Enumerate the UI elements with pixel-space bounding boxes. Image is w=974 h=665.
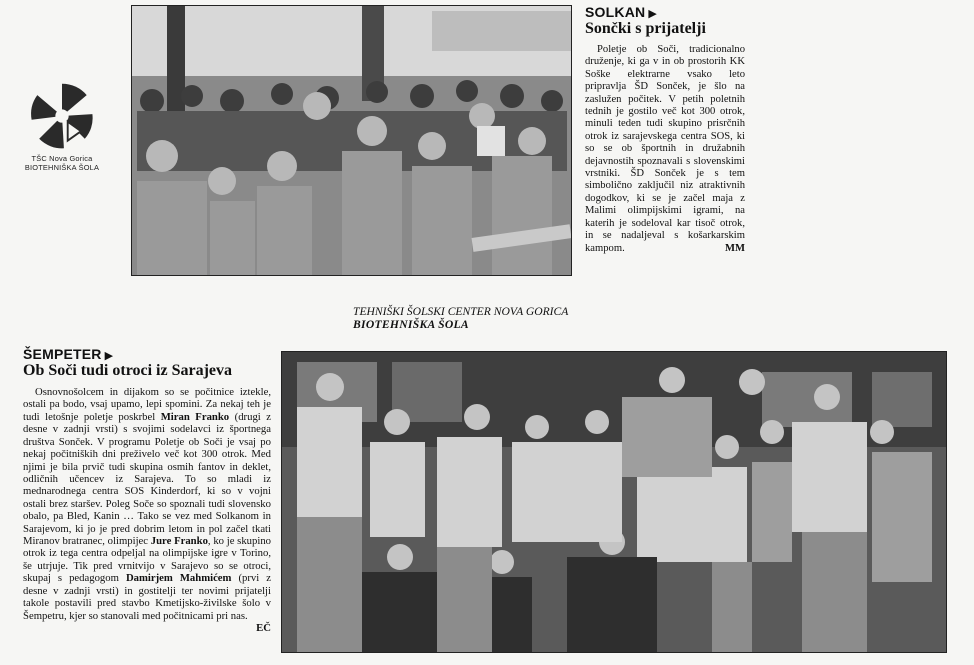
article-top-signature: MM <box>725 242 745 254</box>
article-top-header <box>585 4 785 37</box>
group-photo-solkan <box>131 5 572 276</box>
article-bottom-headline: Ob Soči tudi otroci iz Sarajeva <box>23 362 233 379</box>
logo-line-1: TŠC Nova Gorica <box>31 154 93 163</box>
triangle-right-icon: ▶ <box>104 350 114 362</box>
article-top-text: Poletje ob Soči, tradicionalno druženje, ki ga v in ob prostorih KK Soške elektrarne vsako leto pripravlja ŠD Sonček, je šlo na zaslužen počitek. V petih poletnih tednih je gostilo več kot 300 otrok, minuli teden tudi skupino prisrčnih otrok iz sarajevskega centra SOS, ki so se ob športnih in družabnih dejavnostih spoznavali s slovenskimi vrstniki. ŠD Sonček je s tem simbolično zaključil niz atraktivnih dogodkov, ki se je začel maja z Malimi olimpijskimi igrami, na katerih je sodeloval kar tisoč otrok, in se nadaljeval s košarkarskim kampom. <box>585 44 745 254</box>
article-top-body <box>585 44 745 255</box>
article-top-kicker <box>585 4 785 20</box>
triangle-right-icon: ▶ <box>648 8 657 20</box>
article-top-headline: Sončki s prijatelji <box>585 20 706 37</box>
body-text: (drugi z desne v zadnji vrsti) s svojimi sodelavci iz športnega društva Sonček. V programu Poletje ob Soči je vsaj po nekaj počitniških dni preživelo več kot 300 otrok. Med njimi je bila prvič tudi skupina osmih fantov in deklet, odličnih učencev iz Sarajeva. To so mladi iz mednarodnega centra SOS Kinderdorf, ki so v vojni ostali brez staršev. Poleg Soče so spoznali tudi slovensko obalo, pa Bled, Kanin … Tako se vez med Solkanom in Sarajevom, ki jo je pred dobrim letom in pol začel tkati Miranov bratranec, olimpijec <box>23 410 271 548</box>
body-text: , ko je skupino otrok iz tega centra odpeljal na olimpijske igre v Torino, še utrjuje. Tik pred vrnitvijo v Sarajevo so se otroci, skupaj s pedagogom <box>23 535 272 585</box>
article-bottom-header <box>23 346 273 379</box>
kicker-label: SOLKAN <box>585 4 646 20</box>
group-photo-sempeter <box>281 351 947 653</box>
logo-line-2: BIOTEHNIŠKA ŠOLA <box>24 163 100 172</box>
center-title <box>353 305 613 331</box>
body-text: (prvi z desne v zadnji vrsti) in gostitelji ter novimi prijatelji takole postavili pred stavbo Kmetijsko-živilske šolo v Šempetru, kjer so stanovali med počitnicami pri nas. <box>23 572 271 622</box>
kicker-label: ŠEMPETER <box>23 346 102 362</box>
article-bottom-body <box>23 386 271 634</box>
person-name: Damirjem Mahmićem <box>125 572 232 585</box>
article-bottom-signature: EČ <box>256 622 271 635</box>
center-title-line-2: BIOTEHNIŠKA ŠOLA <box>353 318 469 331</box>
article-bottom-kicker <box>23 346 273 362</box>
person-name: Miran Franko <box>160 410 230 423</box>
person-name: Jure Franko <box>150 535 208 548</box>
pinwheel-logo-icon <box>24 78 100 154</box>
school-logo <box>14 78 110 172</box>
center-title-line-1: TEHNIŠKI ŠOLSKI CENTER NOVA GORICA <box>353 305 569 318</box>
body-text: Osnovnošolcem in dijakom so se počitnice iztekle, ostali pa bodo, vsaj upamo, lepi spomini. Za nekaj teh je tudi letošnje poletje poskrbel <box>23 386 271 423</box>
